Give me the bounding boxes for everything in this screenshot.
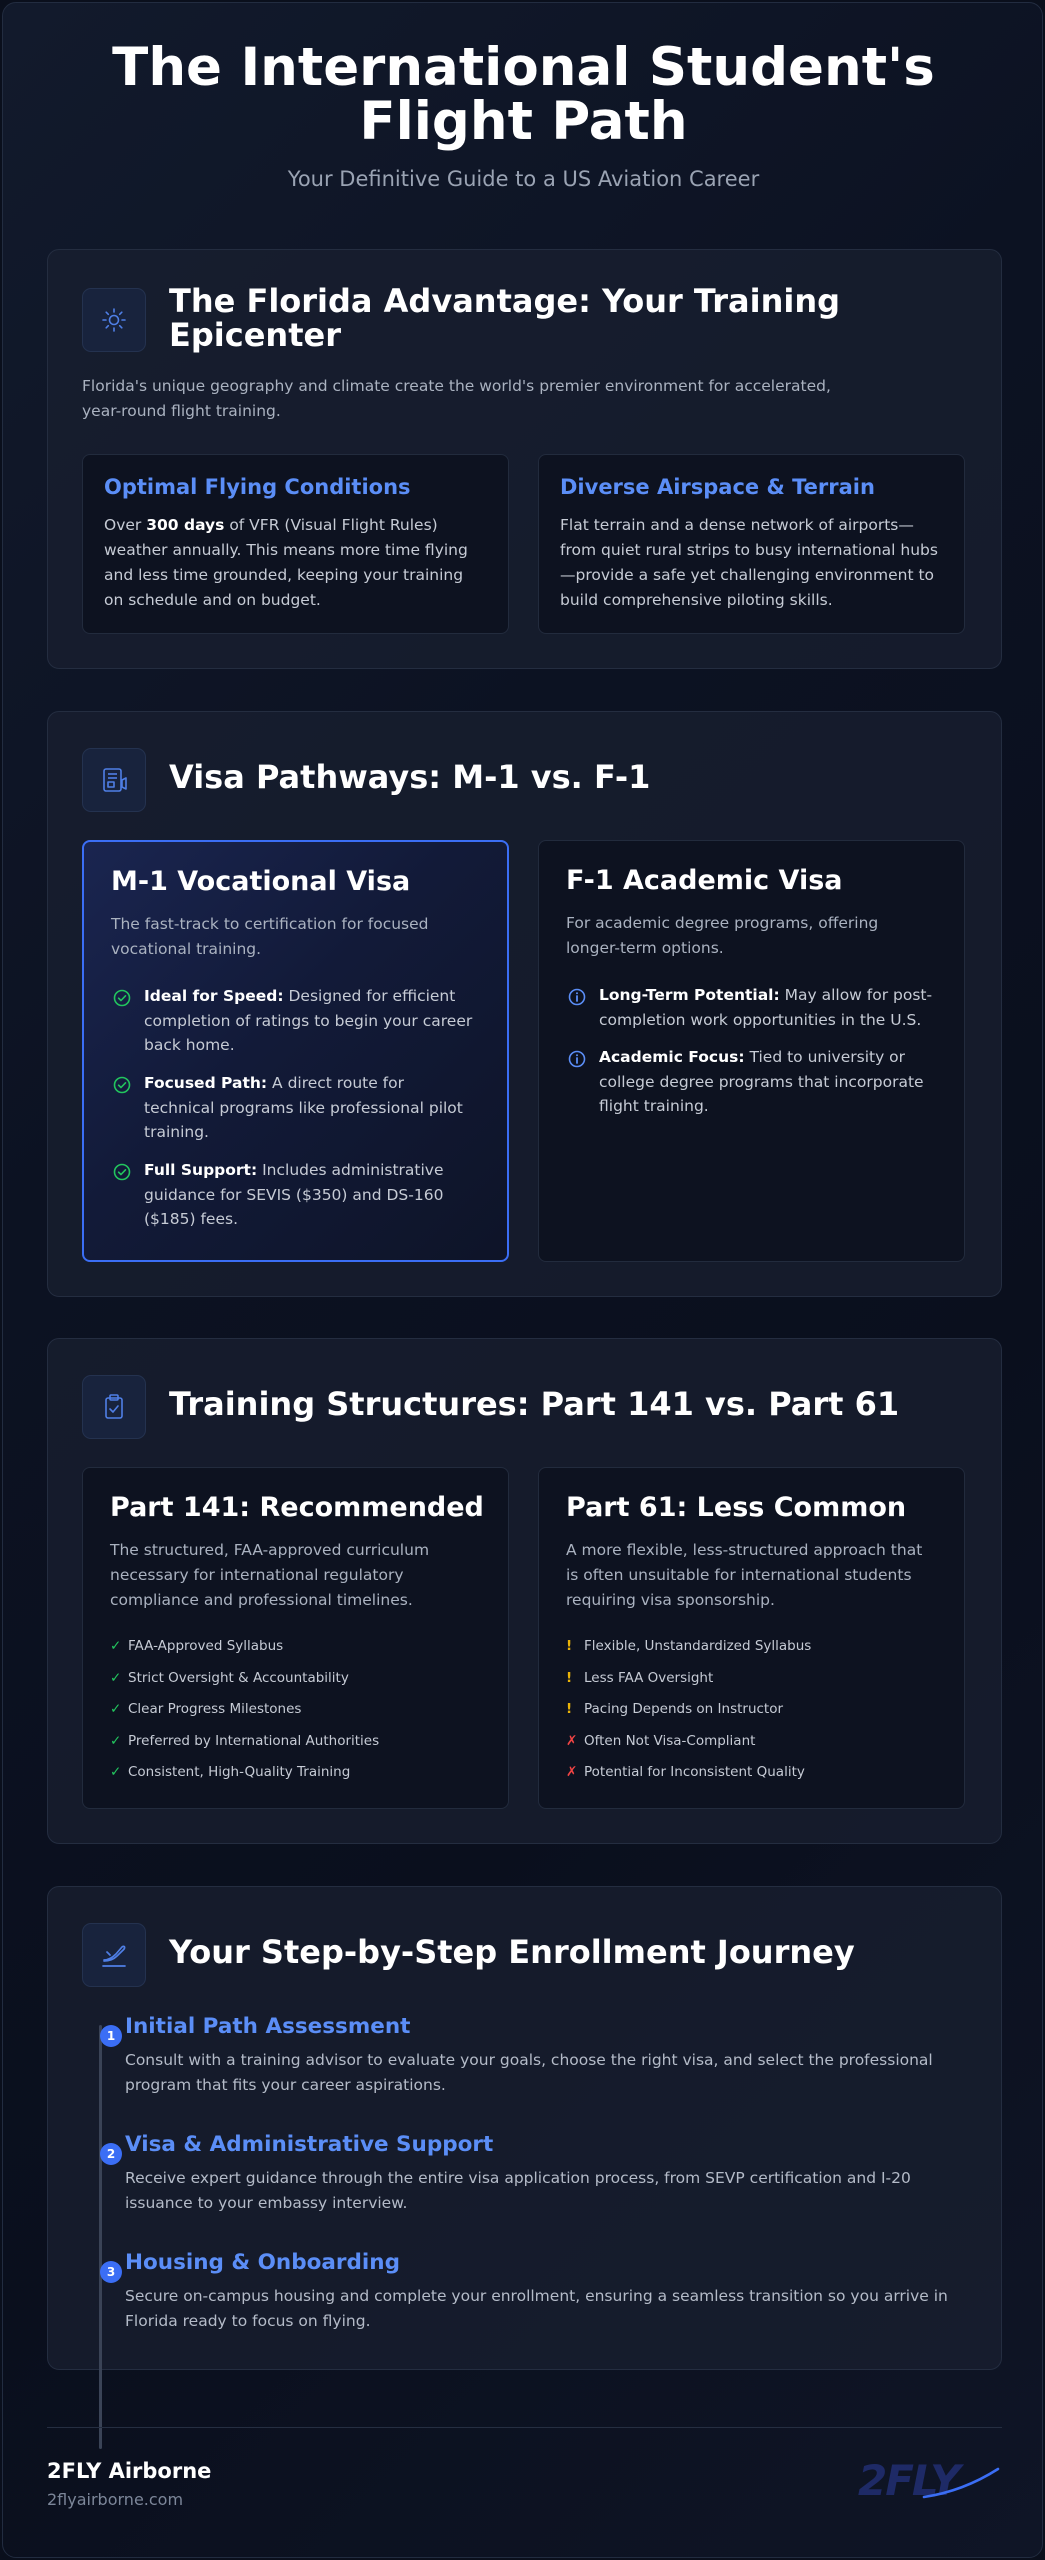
list-item: [110, 1636, 379, 1668]
card-body: [560, 513, 955, 613]
feature-line: [599, 1045, 949, 1070]
card-body-line: and less time grounded, keeping your training: [104, 566, 464, 584]
timeline-line: [99, 2025, 102, 2449]
step-desc-line: Consult with a training advisor to evaluate your goals, choose the right visa, and select the professional: [125, 2051, 933, 2069]
florida-title: [169, 284, 840, 352]
florida-description: [82, 374, 862, 424]
card-title: Diverse Airspace & Terrain: [560, 475, 875, 499]
check-mark-icon: ✓: [110, 1732, 122, 1749]
text-run: Tied to university or: [744, 1048, 906, 1066]
page-title-line-2: Flight Path: [359, 91, 688, 152]
sun-icon: [82, 288, 146, 352]
highlight-300-days: 300 days: [146, 516, 225, 534]
m1-card-subtitle: [111, 912, 491, 962]
card-body: [104, 513, 494, 613]
m1-card-title: M-1 Vocational Visa: [111, 866, 411, 897]
step-desc-line: Receive expert guidance through the entire visa application process, from SEVP certification and I-20: [125, 2169, 911, 2187]
list-item-text: Consistent, High-Quality Training: [128, 1764, 351, 1780]
diverse-airspace-card: [538, 454, 965, 634]
list-item: [566, 1636, 811, 1668]
f1-card-title: F-1 Academic Visa: [566, 865, 843, 896]
feature-label: Focused Path:: [144, 1074, 268, 1092]
text-run: Designed for efficient: [283, 987, 456, 1005]
f1-visa-card: [538, 840, 965, 1262]
warning-mark-icon: !: [566, 1701, 573, 1717]
text-run: of VFR (Visual Flight Rules): [224, 516, 438, 534]
feature-line: [599, 983, 949, 1008]
info-circle-icon: [567, 987, 587, 1007]
visa-section: [47, 711, 1002, 1297]
passport-icon: [82, 748, 146, 812]
journey-section: [47, 1886, 1002, 2370]
step-desc-line: issuance to your embassy interview.: [125, 2194, 408, 2212]
feature-label: Academic Focus:: [599, 1048, 745, 1066]
list-item-text: Pacing Depends on Instructor: [584, 1701, 784, 1717]
subtitle-line: The structured, FAA-approved curriculum: [110, 1541, 430, 1559]
airplane-takeoff-icon: [82, 1923, 146, 1987]
feature-line: guidance for SEVIS ($350) and DS-160: [144, 1185, 444, 1204]
check-mark-icon: ✓: [110, 1764, 122, 1780]
step-number-badge: 3: [100, 2261, 122, 2283]
list-item: [110, 1699, 379, 1731]
list-item: [110, 1731, 379, 1763]
subtitle-line: longer-term options.: [566, 939, 724, 957]
florida-desc-line-2: year-round flight training.: [82, 402, 281, 420]
training-section: [47, 1338, 1002, 1844]
list-item-text: Less FAA Oversight: [584, 1669, 714, 1686]
check-mark-icon: ✓: [110, 1669, 122, 1686]
training-title: Training Structures: Part 141 vs. Part 61: [169, 1385, 900, 1423]
step-number-badge: 1: [100, 2025, 122, 2047]
feature-line: flight training.: [599, 1097, 709, 1115]
feature-label: Full Support:: [144, 1161, 258, 1179]
feature-line: ($185) fees.: [144, 1210, 238, 1228]
florida-section: [47, 249, 1002, 669]
subtitle-line: is often unsuitable for international students: [566, 1566, 912, 1584]
list-item-text: Clear Progress Milestones: [128, 1701, 302, 1717]
visa-title: Visa Pathways: M-1 vs. F-1: [169, 758, 651, 796]
logo-text: 2FLY: [858, 2457, 959, 2501]
florida-desc-line-1: Florida's unique geography and climate create the world's premier environment for accelerated,: [82, 377, 831, 395]
part-61-card: [538, 1467, 965, 1809]
footer-brand-name: 2FLY Airborne: [47, 2459, 212, 2483]
feature-label: Ideal for Speed:: [144, 987, 284, 1005]
part-61-subtitle: [566, 1538, 951, 1613]
list-item-text: Flexible, Unstandardized Syllabus: [584, 1638, 812, 1654]
card-body-line: from quiet rural strips to busy international hubs: [560, 541, 938, 559]
f1-feature-long-term: [599, 983, 949, 1032]
check-mark-icon: ✓: [110, 1701, 122, 1717]
feature-line: college degree programs that incorporate: [599, 1072, 924, 1091]
part-141-list: [110, 1636, 379, 1794]
list-item: [566, 1668, 811, 1700]
list-item: [566, 1699, 811, 1731]
part-61-title: Part 61: Less Common: [566, 1492, 907, 1523]
subtitle-line: necessary for international regulatory: [110, 1566, 404, 1584]
card-body-line: on schedule and on budget.: [104, 591, 321, 609]
list-item-text: Often Not Visa-Compliant: [584, 1732, 756, 1749]
list-item-text: FAA-Approved Syllabus: [128, 1638, 284, 1654]
step-description: [125, 2048, 975, 2098]
card-body-line: build comprehensive piloting skills.: [560, 591, 833, 609]
part-141-subtitle: [110, 1538, 490, 1613]
feature-label: Long-Term Potential:: [599, 986, 780, 1004]
feature-line: completion work opportunities in the U.S.: [599, 1010, 922, 1029]
part-141-title: Part 141: Recommended: [110, 1492, 484, 1523]
f1-feature-academic: [599, 1045, 949, 1119]
text-run: Includes administrative: [257, 1161, 444, 1179]
list-item: [566, 1762, 811, 1794]
warning-mark-icon: !: [566, 1669, 573, 1686]
list-item-text: Potential for Inconsistent Quality: [584, 1764, 805, 1780]
cross-mark-icon: ✗: [566, 1764, 578, 1780]
page-subtitle: Your Definitive Guide to a US Aviation Career: [287, 167, 760, 191]
text-run: Over: [104, 516, 147, 534]
card-title: Optimal Flying Conditions: [104, 475, 411, 499]
step-number-badge: 2: [100, 2143, 122, 2165]
feature-line: technical programs like professional pilot: [144, 1098, 463, 1117]
part-141-card: [82, 1467, 509, 1809]
subtitle-line: compliance and professional timelines.: [110, 1591, 413, 1609]
part-61-list: [566, 1636, 811, 1794]
list-item: [110, 1668, 379, 1700]
check-circle-icon: [112, 1162, 132, 1182]
card-body-line: Flat terrain and a dense network of airports—: [560, 516, 914, 534]
infographic-frame: [2, 2, 1043, 2558]
warning-mark-icon: !: [566, 1638, 573, 1654]
step-desc-line: program that fits your career aspirations.: [125, 2076, 446, 2094]
clipboard-check-icon: [82, 1375, 146, 1439]
subtitle-line: The fast-track to certification for focused: [111, 915, 429, 933]
check-mark-icon: ✓: [110, 1638, 122, 1654]
info-circle-icon: [567, 1049, 587, 1069]
step-description: [125, 2284, 975, 2334]
florida-title-line-1: The Florida Advantage: Your Training: [169, 282, 841, 320]
step-title: Initial Path Assessment: [125, 2014, 411, 2039]
florida-title-line-2: Epicenter: [169, 316, 341, 354]
feature-line: completion of ratings to begin your career: [144, 1011, 473, 1030]
feature-line: training.: [144, 1123, 209, 1141]
f1-card-subtitle: [566, 911, 946, 961]
optimal-flying-card: [82, 454, 509, 634]
check-circle-icon: [112, 1075, 132, 1095]
m1-feature-support: [144, 1158, 494, 1232]
footer-website-link[interactable]: 2flyairborne.com: [47, 2490, 184, 2509]
check-circle-icon: [112, 988, 132, 1008]
m1-visa-card: [82, 840, 509, 1262]
list-item-text: Preferred by International Authorities: [128, 1732, 380, 1749]
card-body-line: [104, 513, 494, 538]
list-item: [110, 1762, 379, 1794]
step-title: Housing & Onboarding: [125, 2250, 400, 2275]
subtitle-line: For academic degree programs, offering: [566, 914, 879, 932]
2fly-logo: [856, 2457, 1002, 2501]
feature-line: [144, 1071, 494, 1096]
text-run: May allow for post-: [779, 986, 933, 1004]
subtitle-line: vocational training.: [111, 940, 262, 958]
step-description: [125, 2166, 975, 2216]
footer-divider: [47, 2427, 1002, 2428]
text-run: A direct route for: [267, 1074, 404, 1092]
card-body-line: —provide a safe yet challenging environment to: [560, 566, 935, 584]
list-item-text: Strict Oversight & Accountability: [128, 1669, 349, 1686]
feature-line: back home.: [144, 1036, 235, 1054]
m1-feature-speed: [144, 984, 494, 1058]
card-body-line: weather annually. This means more time flying: [104, 541, 468, 559]
list-item: [566, 1731, 811, 1763]
cross-mark-icon: ✗: [566, 1732, 578, 1749]
subtitle-line: A more flexible, less-structured approach that: [566, 1541, 923, 1559]
journey-title: Your Step-by-Step Enrollment Journey: [169, 1933, 855, 1971]
step-title: Visa & Administrative Support: [125, 2132, 494, 2157]
m1-feature-focused: [144, 1071, 494, 1145]
page-title: [3, 37, 1043, 152]
step-desc-line: Florida ready to focus on flying.: [125, 2312, 371, 2330]
feature-line: [144, 1158, 494, 1183]
page-title-line-1: The International Student's: [112, 37, 935, 98]
subtitle-line: requiring visa sponsorship.: [566, 1591, 775, 1609]
feature-line: [144, 984, 494, 1009]
step-desc-line: Secure on-campus housing and complete your enrollment, ensuring a seamless transition so you arrive in: [125, 2287, 948, 2305]
